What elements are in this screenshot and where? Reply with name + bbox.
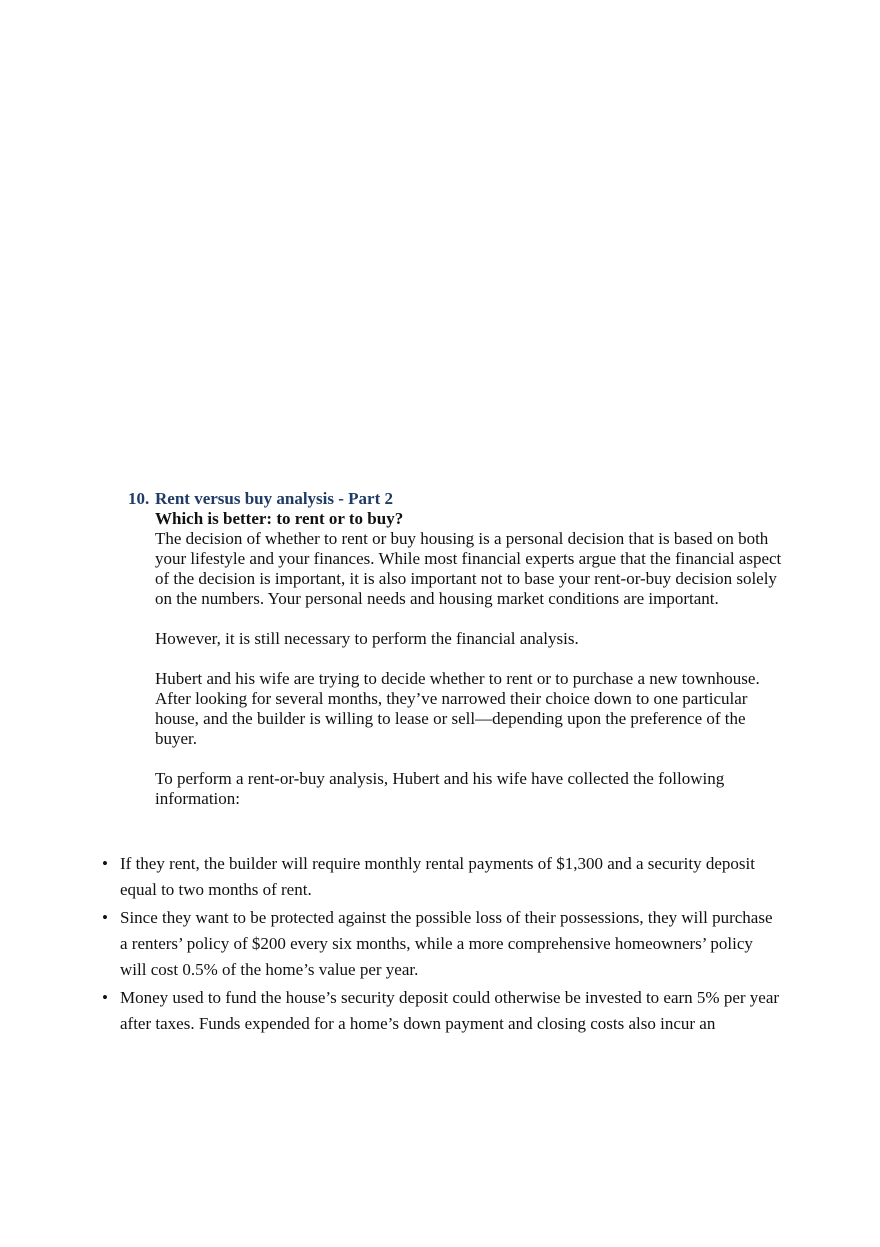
problem-body xyxy=(155,509,788,809)
problem-title xyxy=(128,489,788,509)
bullet-icon: • xyxy=(102,988,108,1007)
problem-section xyxy=(128,489,788,809)
bullet-text: If they rent, the builder will require monthly rental payments of $1,300 and a security deposit equal to two months of rent. xyxy=(120,854,755,899)
bullet-icon: • xyxy=(102,854,108,873)
list-item xyxy=(100,851,780,903)
paragraph: The decision of whether to rent or buy housing is a personal decision that is based on both your lifestyle and your finances. While most financial experts argue that the financial aspect of the decision is important, it is also important not to base your rent-or-buy decision solely on the numbers. Your personal needs and housing market conditions are important. xyxy=(155,529,782,608)
bullet-text: Money used to fund the house’s security deposit could otherwise be invested to earn 5% per year after taxes. Funds expended for a home’s down payment and closing costs also incur an xyxy=(120,988,780,1033)
problem-title-text: Rent versus buy analysis - Part 2 xyxy=(155,489,394,508)
problem-subtitle: Which is better: to rent or to buy? xyxy=(155,509,404,528)
paragraph: However, it is still necessary to perform the financial analysis. xyxy=(155,629,579,648)
paragraph: To perform a rent-or-buy analysis, Hubert and his wife have collected the following information: xyxy=(155,769,725,808)
list-item xyxy=(100,985,780,1037)
info-bullet-list xyxy=(100,851,780,1039)
paragraph: Hubert and his wife are trying to decide whether to rent or to purchase a new townhouse. After looking for several months, they’ve narrowed their choice down to one particular house, and the builder is willing to lease or sell—depending upon the preference of the buyer. xyxy=(155,669,760,748)
list-item xyxy=(100,905,780,983)
problem-number: 10. xyxy=(128,489,150,508)
bullet-text: Since they want to be protected against the possible loss of their possessions, they will purchase a renters’ policy of $200 every six months, while a more comprehensive homeowners’ policy will cost 0.5% of the home’s value per year. xyxy=(120,908,773,979)
bullet-icon: • xyxy=(102,908,108,927)
